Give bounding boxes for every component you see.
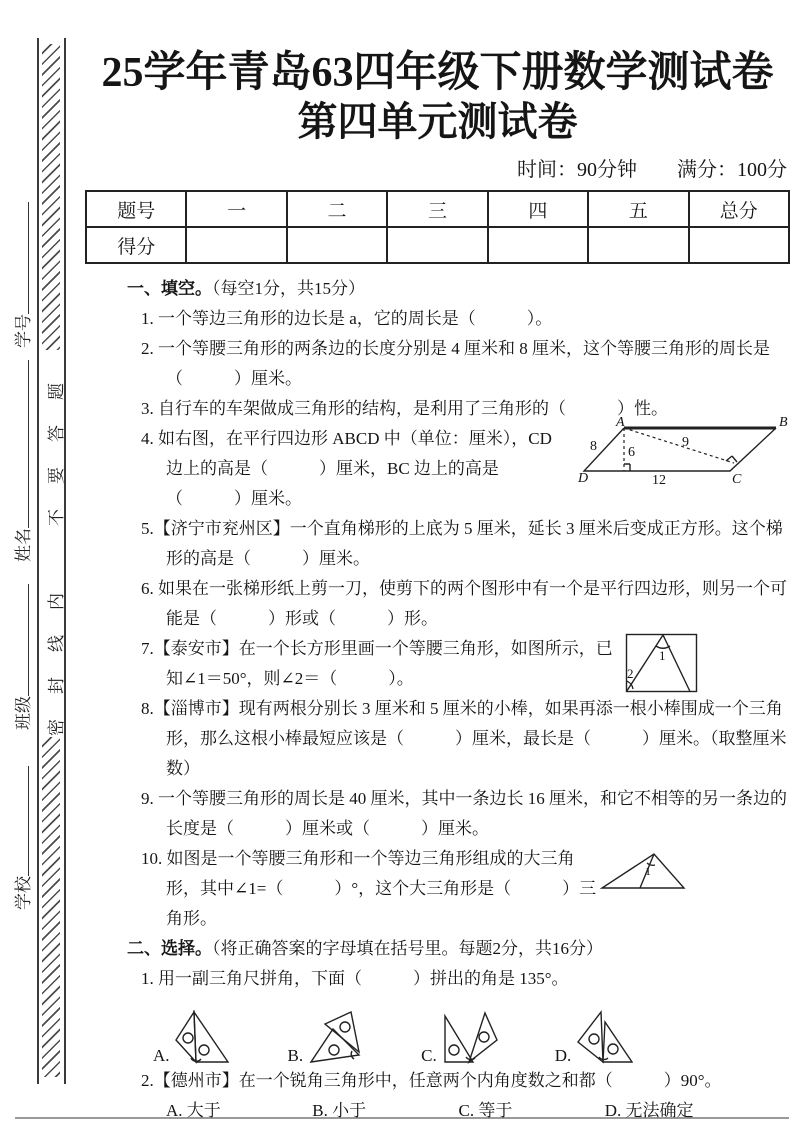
student-id-label: 学号 [14,314,33,348]
seal-line-left [37,38,39,1084]
composed-triangle-figure [600,848,688,890]
class-blank-line [27,584,29,696]
question-10-text: 10. 如图是一个等腰三角形和一个等边三角形组成的大三角形，其中∠1=（ ）°，这个大三角形是（ ）三角形。 [141,849,597,928]
option-c [421,1010,499,1066]
section2-heading [127,934,790,964]
question-9: 9. 一个等腰三角形的周长是 40 厘米，其中一条边长 16 厘米，和它不相等的另一条边的长度是（ ）厘米或（ ）厘米。 [141,789,787,838]
questions-area [85,274,790,1121]
choice-b: B. 小于 [312,1101,367,1120]
seal-hatch-bottom [42,737,60,1077]
name-blank-line [27,360,29,528]
angle-1-label: 1 [659,648,666,663]
section2-note: （将正确答案的字母填在括号里。每题2分，共16分） [212,939,603,958]
time-and-score-info: 时间：90分钟 满分：100分 [517,159,787,181]
score-cell-empty [689,227,789,263]
section1-note: （每空1分，共15分） [212,279,365,298]
option-c-label: C. [421,1046,437,1065]
score-column-header: 三 [387,191,487,227]
angle-1-label: 1 [645,864,651,878]
class-label: 班级 [14,696,33,730]
page-title: 25学年青岛63四年级下册数学测试卷 [101,50,774,96]
vertex-c-label: C [732,472,742,484]
score-table [85,190,790,264]
option-a-label: A. [153,1046,170,1065]
question-5: 5.【济宁市兖州区】一个直角梯形的上底为 5 厘米，延长 3 厘米后变成正方形。这个梯形的高是（ ）厘米。 [141,519,783,568]
question-3: 3. 自行车的车架做成三角形的结构，是利用了三角形的（ ）性。 [141,399,668,418]
section1-heading [127,274,790,304]
question-6: 6. 如果在一张梯形纸上剪一刀，使剪下的两个图形中有一个是平行四边形，则另一个可能是（ ）形或（ ）形。 [141,579,787,628]
question-7-text: 7.【泰安市】在一个长方形里画一个等腰三角形，如图所示，已知∠1＝50°，则∠2＝（ ）。 [141,639,613,688]
option-b-figure [307,1010,365,1066]
base-12-label: 12 [652,473,666,484]
seal-notice-text: 密封线内 不要答题 [47,358,66,736]
height-6-label: 6 [628,445,635,460]
side-8-label: 8 [590,439,597,454]
section2-question-2: 2.【德州市】在一个锐角三角形中，任意两个内角度数之和都（ ）90°。 [141,1071,722,1090]
score-column-header: 四 [488,191,588,227]
question-7 [141,634,790,694]
angle-2-label: 2 [627,666,634,681]
choice-c: C. 等于 [458,1101,513,1120]
score-cell-empty [186,227,286,263]
score-table-header-row [86,191,789,227]
option-d-label: D. [554,1046,572,1065]
choice-d: D. 无法确定 [604,1101,694,1120]
vertex-b-label: B [779,416,788,430]
option-a [153,1010,232,1066]
student-id-blank-line [27,202,29,314]
main-content [85,0,790,1121]
slant-9-label: 9 [682,435,689,450]
class-field [9,584,34,730]
student-id-field [9,202,34,348]
question-1: 1. 一个等边三角形的边长是 a，它的周长是（ ）。 [141,309,553,328]
seal-hatch-top [42,44,60,350]
triangle-options-row [153,998,790,1066]
score-cell-empty [588,227,688,263]
question-4-text: 4. 如右图，在平行四边形 ABCD 中（单位：厘米），CD 边上的高是（ ）厘米，BC 边上的高是（ ）厘米。 [141,429,552,508]
option-d [555,1010,634,1066]
question-10 [141,844,790,934]
option-d-figure [575,1010,633,1066]
vertex-d-label: D [578,471,589,484]
option-a-figure [174,1010,232,1066]
question-8: 8.【淄博市】现有两根分别长 3 厘米和 5 厘米的小棒，如果再添一根小棒围成一个三角形，那么这根小棒最短应该是（ ）厘米，最长是（ ）厘米。（取整厘米数） [141,699,787,778]
school-label: 学校 [14,876,33,910]
score-column-header: 一 [186,191,286,227]
score-cell-empty [488,227,588,263]
score-table-score-row [86,227,789,263]
name-field [9,360,34,562]
score-row-label: 得分 [86,227,186,263]
school-field [9,766,34,910]
choice-a: A. 大于 [166,1101,221,1120]
question-2: 2. 一个等腰三角形的两条边的长度分别是 4 厘米和 8 厘米，这个等腰三角形的周长是（ ）厘米。 [141,339,770,388]
parallelogram-figure [578,416,790,484]
section1-title: 一、填空。 [127,279,212,298]
score-column-header: 总分 [689,191,789,227]
question-4 [141,416,790,514]
name-label: 姓名 [14,528,33,562]
school-blank-line [27,766,29,876]
question-2-choices [166,1096,790,1121]
vertex-a-label: A [616,416,625,430]
option-c-figure [441,1010,499,1066]
score-cell-empty [287,227,387,263]
rectangle-triangle-figure [624,632,700,694]
score-table-corner: 题号 [86,191,186,227]
option-b [288,1010,366,1066]
page-subtitle: 第四单元测试卷 [297,99,578,144]
score-cell-empty [387,227,487,263]
score-column-header: 五 [588,191,688,227]
section2-question-1: 1. 用一副三角尺拼角，下面（ ）拼出的角是 135°。 [141,969,569,988]
score-column-header: 二 [287,191,387,227]
section2-title: 二、选择。 [127,939,212,958]
option-b-label: B. [287,1046,304,1065]
